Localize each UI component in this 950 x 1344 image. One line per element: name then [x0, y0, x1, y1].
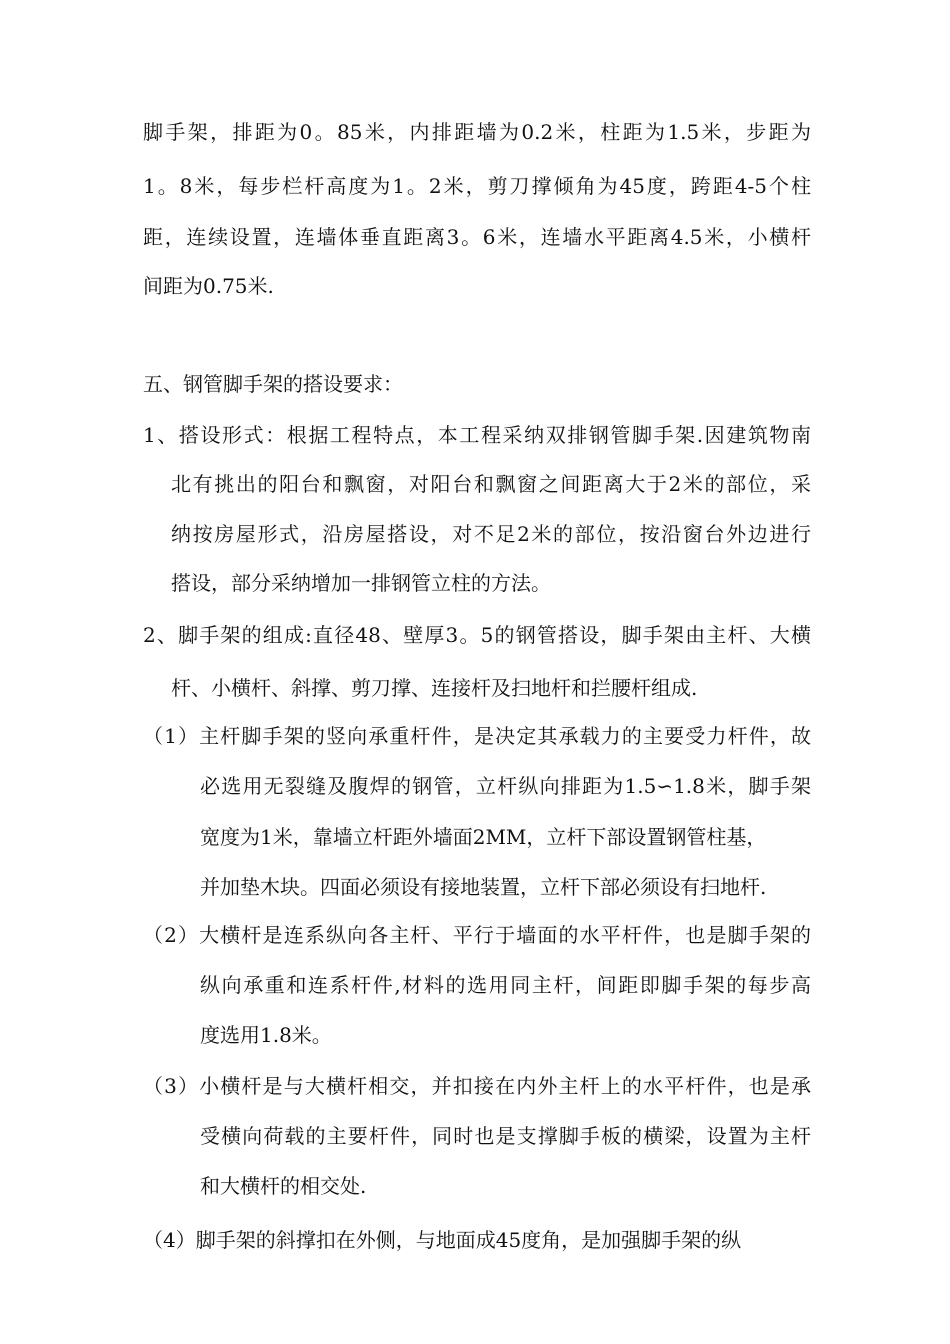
sub-3-line-2: 受横向荷载的主要杆件，同时也是支撑脚手板的横梁，设置为主杆 [200, 1124, 811, 1148]
item-2-line-2: 杆、小横杆、斜撑、剪刀撑、连接杆及扫地杆和拦腰杆组成. [171, 676, 698, 700]
sub-2-line-2: 纵向承重和连系杆件,材料的选用同主杆，间距即脚手架的每步高 [200, 973, 811, 997]
item-1-line-3: 纳按房屋形式，沿房屋搭设，对不足2米的部位，按沿窗台外边进行 [171, 522, 811, 546]
item-1-line-4: 搭设，部分采纳增加一排钢管立柱的方法。 [171, 571, 551, 595]
item-1-line-2: 北有挑出的阳台和飘窗，对阳台和飘窗之间距离大于2米的部位，采 [171, 472, 811, 496]
sub-1-line-1: （1）主杆脚手架的竖向承重杆件，是决定其承载力的主要受力杆件，故 [143, 724, 811, 748]
sub-2-line-3: 度选用1.8米。 [200, 1023, 332, 1047]
sub-4-line-1: （4）脚手架的斜撑扣在外侧，与地面成45度角，是加强脚手架的纵 [143, 1228, 742, 1252]
item-2-line-1: 2、脚手架的组成:直径48、壁厚3。5的钢管搭设，脚手架由主杆、大横 [143, 623, 811, 647]
sub-3-line-1: （3）小横杆是与大横杆相交，并扣接在内外主杆上的水平杆件，也是承 [143, 1074, 811, 1098]
intro-line-2: 1。8米，每步栏杆高度为1。2米，剪刀撑倾角为45度，跨距4-5个柱 [143, 174, 811, 198]
intro-line-3: 距，连续设置，连墙体垂直距离3。6米，连墙水平距离4.5米，小横杆 [143, 225, 811, 249]
intro-line-4: 间距为0.75米. [143, 274, 274, 298]
intro-line-1: 脚手架，排距为0。85米，内排距墙为0.2米，柱距为1.5米，步距为 [143, 120, 811, 144]
sub-2-line-1: （2）大横杆是连系纵向各主杆、平行于墙面的水平杆件，也是脚手架的 [143, 923, 811, 947]
sub-3-line-3: 和大横杆的相交处. [200, 1174, 367, 1198]
sub-1-line-4: 并加垫木块。四面必须设有接地装置，立杆下部必须设有扫地杆. [200, 875, 767, 899]
section-heading: 五、钢管脚手架的搭设要求： [143, 372, 403, 396]
item-1-line-1: 1、搭设形式：根据工程特点，本工程采纳双排钢管脚手架.因建筑物南 [143, 423, 811, 447]
sub-1-line-3: 宽度为1米，靠墙立杆距外墙面2MM，立杆下部设置钢管柱基， [200, 825, 767, 849]
sub-1-line-2: 必选用无裂缝及腹焊的钢管，立杆纵向排距为1.5∽1.8米，脚手架 [200, 774, 811, 798]
